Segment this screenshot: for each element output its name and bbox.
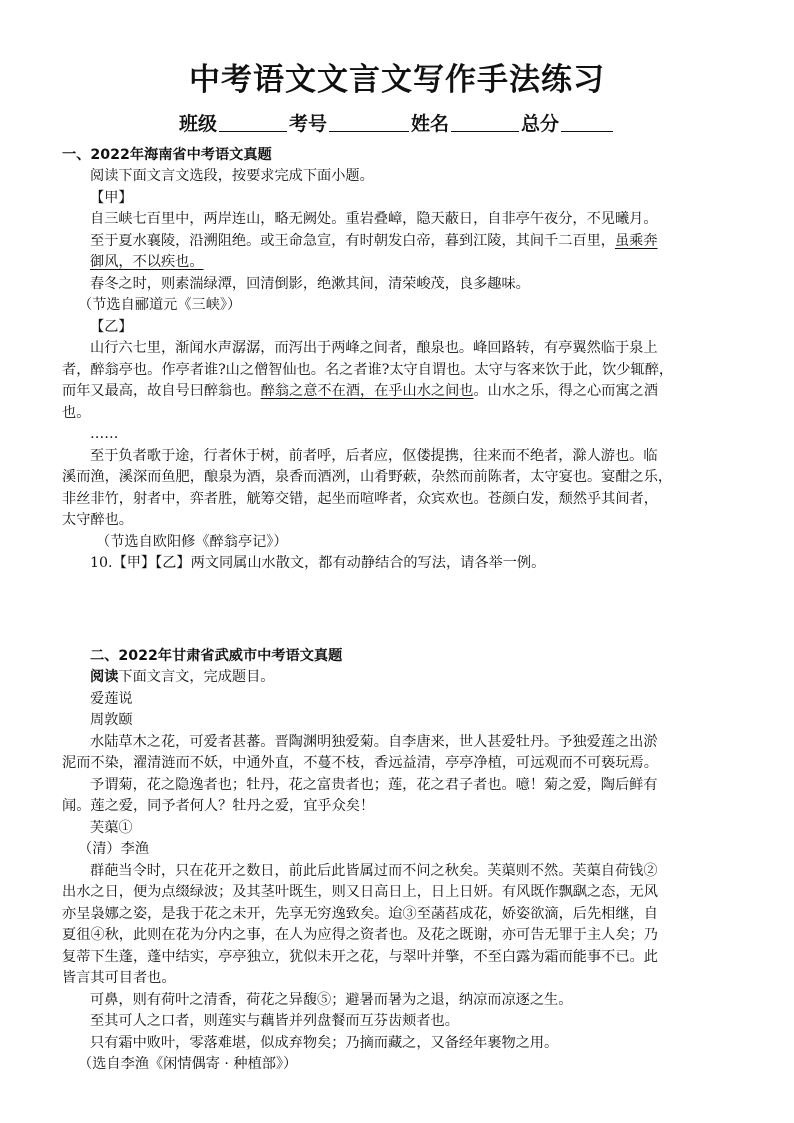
yi-line-7: 非丝非竹，射者中，弈者胜，觥筹交错，起坐而喧哗者，众宾欢也。苍颜白发，颓然乎其间者，: [62, 491, 658, 507]
yi-l3-underlined: 醉翁之意不在酒，在乎山水之间也: [260, 383, 474, 399]
fuqu-source: （选自李渔《闲情偶寄 · 种植部》）: [78, 1056, 298, 1072]
jia-p2-underlined-2: 御风，不以疾也。: [90, 254, 204, 270]
yi-line-2: 者，醉翁亭也。作亭者谁?山之僧智仙也。名之者谁?太守自谓也。太守与客来饮于此，饮少辄醉，: [62, 362, 674, 378]
fuqu-line-1: 群葩当令时，只在花开之数日，前此后此皆属过而不问之秋矣。芙蕖则不然。芙蕖自荷钱②: [90, 863, 658, 879]
instruction-bold: 阅读: [90, 669, 119, 685]
yi-line-5: 至于负者歌于途，行者休于树，前者呼，后者应，伛偻提携，往来而不绝者，滁人游也。临: [90, 448, 658, 464]
jia-paragraph-1: 自三峡七百里中，两岸连山，略无阙处。重岩叠嶂，隐天蔽日，自非亭午夜分，不见曦月。: [90, 211, 658, 227]
yi-source: （节选自欧阳修《醉翁亭记》）: [96, 534, 288, 550]
ailian-line-2: 泥而不染，濯清涟而不妖，中通外直，不蔓不枝，香远益清，亭亭净植，可远观而不可亵玩焉。: [62, 755, 658, 771]
fuqu-line-7: 可鼻，则有荷叶之清香，荷花之异馥⑤；避暑而暑为之退，纳凉而凉逐之生。: [90, 992, 573, 1008]
jia-paragraph-2-cont: [90, 252, 204, 272]
fuqu-line-3: 亦呈袅娜之姿，是我于花之未开，先享无穷逸致矣。迨③至菡萏成花，娇姿欲滴，后先相继，自: [62, 906, 658, 922]
jia-p2-underlined-1: 虽乘奔: [614, 233, 658, 249]
section2-instruction: [90, 667, 274, 687]
score-blank[interactable]: [561, 111, 613, 132]
section1-heading: 一、2022年海南省中考语文真题: [62, 147, 272, 163]
ailian-line-3: 予谓菊，花之隐逸者也；牡丹，花之富贵者也；莲，花之君子者也。噫！菊之爱，陶后鲜有: [90, 777, 658, 793]
section1-instruction: 阅读下面文言文选段，按要求完成下面小题。: [90, 168, 374, 184]
jia-paragraph-3: 春冬之时，则素湍绿潭，回清倒影，绝漱其间，清荣峻茂，良多趣味。: [90, 276, 530, 292]
ailian-line-4: 闻。莲之爱，同予者何人？牡丹之爱，宜乎众矣！: [62, 798, 375, 814]
name-label: 姓名: [411, 113, 450, 135]
jia-label: 【甲】: [90, 190, 133, 206]
jia-p2-text: 至于夏水襄陵，沿溯阻绝。或王命急宣，有时朝发白帝，暮到江陵，其间千二百里，: [90, 233, 615, 249]
author-li: （清）李渔: [78, 841, 149, 857]
yi-line-3: [62, 381, 658, 401]
ellipsis: ……: [90, 426, 119, 442]
fuqu-line-2: 出水之日，便为点缀绿波；及其茎叶既生，则又日高日上，日上日妍。有风既作飘飖之态，无风: [62, 884, 658, 900]
yi-l3-text-a: 而年又最高，故自号曰醉翁也。: [62, 383, 261, 399]
title-ailianshuo: 爱莲说: [90, 691, 133, 707]
exam-no-label: 考号: [288, 113, 327, 135]
jia-source: （节选自郦道元《三峡》）: [78, 297, 242, 313]
page-title: 中考语文文言文写作手法练习: [189, 62, 605, 98]
instruction-rest: 下面文言文，完成题目。: [118, 669, 275, 685]
fuqu-line-9: 只有霜中败叶，零落难堪，似成弃物矣；乃摘而藏之，又备经年裹物之用。: [90, 1035, 559, 1051]
class-blank[interactable]: [219, 111, 287, 132]
section2-heading: 二、2022年甘肃省武威市中考语文真题: [90, 648, 343, 664]
yi-label: 【乙】: [90, 319, 133, 335]
title-fuqu: 芙蕖①: [90, 820, 133, 836]
question-10: 10.【甲】【乙】两文同属山水散文，都有动静结合的写法，请各举一例。: [90, 555, 546, 571]
fuqu-line-5: 复蒂下生蓬，蓬中结实，亭亭独立，犹似未开之花，与翠叶并擎，不至白露为霜而能事不已。此: [62, 949, 658, 965]
author-zhou: 周敦颐: [90, 712, 133, 728]
student-info-line: [0, 111, 794, 137]
yi-line-8: 太守醉也。: [62, 512, 133, 528]
class-label: 班级: [178, 113, 217, 135]
name-blank[interactable]: [451, 111, 519, 132]
fuqu-line-4: 夏徂④秋，此则在花为分内之事，在人为应得之资者也。及花之既谢，亦可告无罪于主人矣；乃: [62, 927, 658, 943]
fuqu-line-8: 至其可人之口者，则莲实与藕皆并列盘餐而互芬齿颊者也。: [90, 1013, 459, 1029]
yi-line-1: 山行六七里，渐闻水声潺潺，而泻出于两峰之间者，酿泉也。峰回路转，有亭翼然临于泉上: [90, 340, 658, 356]
score-label: 总分: [521, 113, 560, 135]
ailian-line-1: 水陆草木之花，可爱者甚蕃。晋陶渊明独爱菊。自李唐来，世人甚爱牡丹。予独爱莲之出淤: [90, 734, 658, 750]
exam-no-blank[interactable]: [329, 111, 409, 132]
fuqu-line-6: 皆言其可目者也。: [62, 970, 176, 986]
yi-line-6: 溪而渔，溪深而鱼肥，酿泉为酒，泉香而酒冽，山肴野蔌，杂然而前陈者，太守宴也。宴酣之乐，: [62, 469, 673, 485]
jia-paragraph-2: [90, 231, 658, 251]
yi-l3-text-b: 。山水之乐，得之心而寓之酒: [473, 383, 658, 399]
yi-line-4: 也。: [62, 405, 91, 421]
